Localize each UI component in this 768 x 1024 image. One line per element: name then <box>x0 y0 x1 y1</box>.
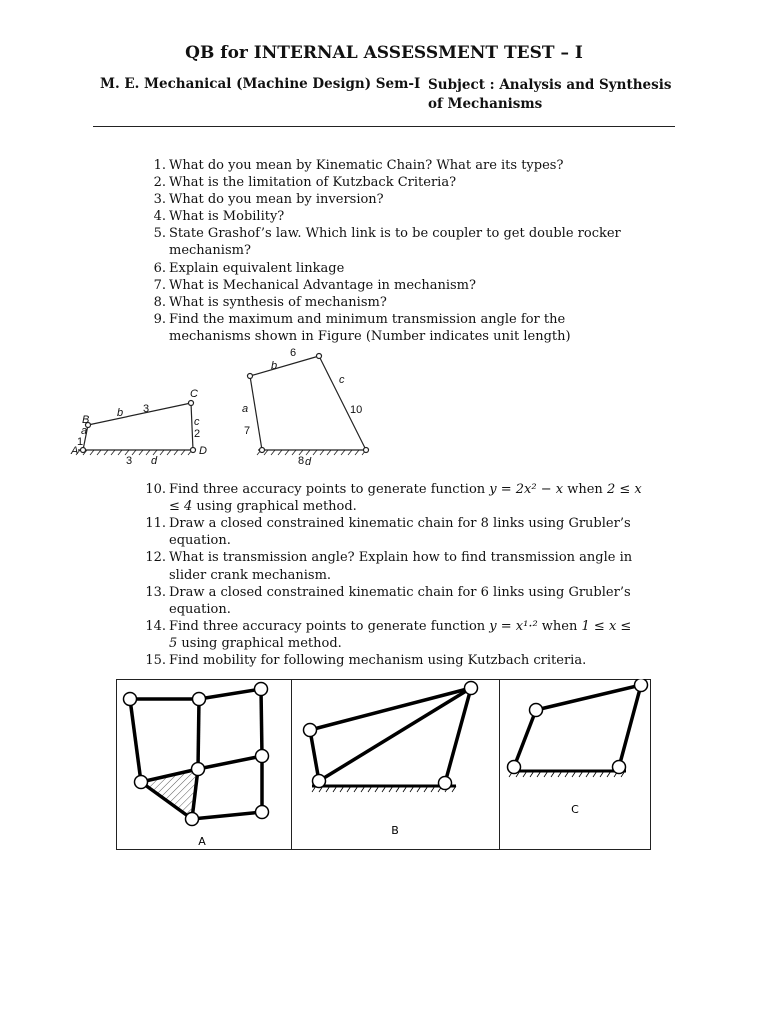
svg-text:2: 2 <box>194 428 201 441</box>
svg-text:7: 7 <box>244 425 251 438</box>
header-divider <box>93 126 675 127</box>
question-5: 5. State Grashof’s law. Which link is to be coupler to get double rocker mechanism? <box>153 226 621 259</box>
mechanism-c-label: C <box>571 803 579 816</box>
svg-text:b: b <box>271 360 278 373</box>
subject-line-1: Subject : Analysis and Synthesis <box>428 77 672 93</box>
svg-text:d: d <box>151 455 158 468</box>
mechanism-a-label: A <box>198 835 206 848</box>
question-list <box>71 157 642 669</box>
subject-line-2: of Mechanisms <box>428 96 543 112</box>
mechanism-a-joints <box>124 683 269 826</box>
svg-text:a: a <box>242 403 249 416</box>
svg-text:c: c <box>339 374 345 387</box>
svg-text:d: d <box>305 456 312 469</box>
question-9: 9. Find the maximum and minimum transmission angle for the mechanisms shown in Figure (Number indicates unit length) <box>153 311 571 344</box>
question-7: 7. What is Mechanical Advantage in mechanism? <box>153 277 476 293</box>
question-3: 3. What do you mean by inversion? <box>153 192 384 208</box>
fourbar-left <box>76 401 196 456</box>
svg-text:6: 6 <box>290 347 297 360</box>
svg-text:a: a <box>81 425 88 438</box>
svg-text:10: 10 <box>350 404 363 417</box>
question-8: 8. What is synthesis of mechanism? <box>153 294 387 310</box>
mechanism-a <box>130 689 262 819</box>
figure-mechanism-grid <box>116 679 651 850</box>
question-14: 14. Find three accuracy points to generate function y = x¹·² when 1 ≤ x ≤ 5 using graphical method. <box>145 618 632 651</box>
question-4: 4. What is Mobility? <box>153 209 285 225</box>
svg-text:D: D <box>199 445 207 458</box>
question-15: 15. Find mobility for following mechanism using Kutzbach criteria. <box>145 652 587 668</box>
question-2: 2. What is the limitation of Kutzback Criteria? <box>153 175 457 191</box>
fourbar-left-labels <box>70 388 207 467</box>
question-11: 11. Draw a closed constrained kinematic chain for 8 links using Grubler’s equation. <box>145 516 631 549</box>
course-name: M. E. Mechanical (Machine Design) Sem-I <box>100 76 421 92</box>
question-10: 10. Find three accuracy points to generate function y = 2x² − x when 2 ≤ x ≤ 4 using graphical method. <box>145 482 642 515</box>
figure-fourbar-mechanisms <box>71 345 642 481</box>
svg-text:A: A <box>71 445 79 458</box>
svg-text:B: B <box>82 414 90 427</box>
question-12: 12. What is transmission angle? Explain how to find transmission angle in slider crank mechanism. <box>145 550 633 583</box>
svg-text:3: 3 <box>143 403 150 416</box>
question-6: 6. Explain equivalent linkage <box>153 260 345 276</box>
question-13: 13. Draw a closed constrained kinematic chain for 6 links using Grubler’s equation. <box>145 584 631 617</box>
svg-text:1: 1 <box>77 436 84 449</box>
question-1: 1. What do you mean by Kinematic Chain? What are its types? <box>153 158 564 173</box>
page-title: QB for INTERNAL ASSESSMENT TEST – I <box>185 43 583 63</box>
svg-text:c: c <box>194 416 200 429</box>
svg-text:8: 8 <box>298 455 305 468</box>
subject-name <box>428 76 678 114</box>
mechanism-b-label: B <box>391 824 399 837</box>
svg-text:3: 3 <box>126 455 133 468</box>
svg-text:b: b <box>117 407 124 420</box>
svg-text:C: C <box>190 388 198 401</box>
